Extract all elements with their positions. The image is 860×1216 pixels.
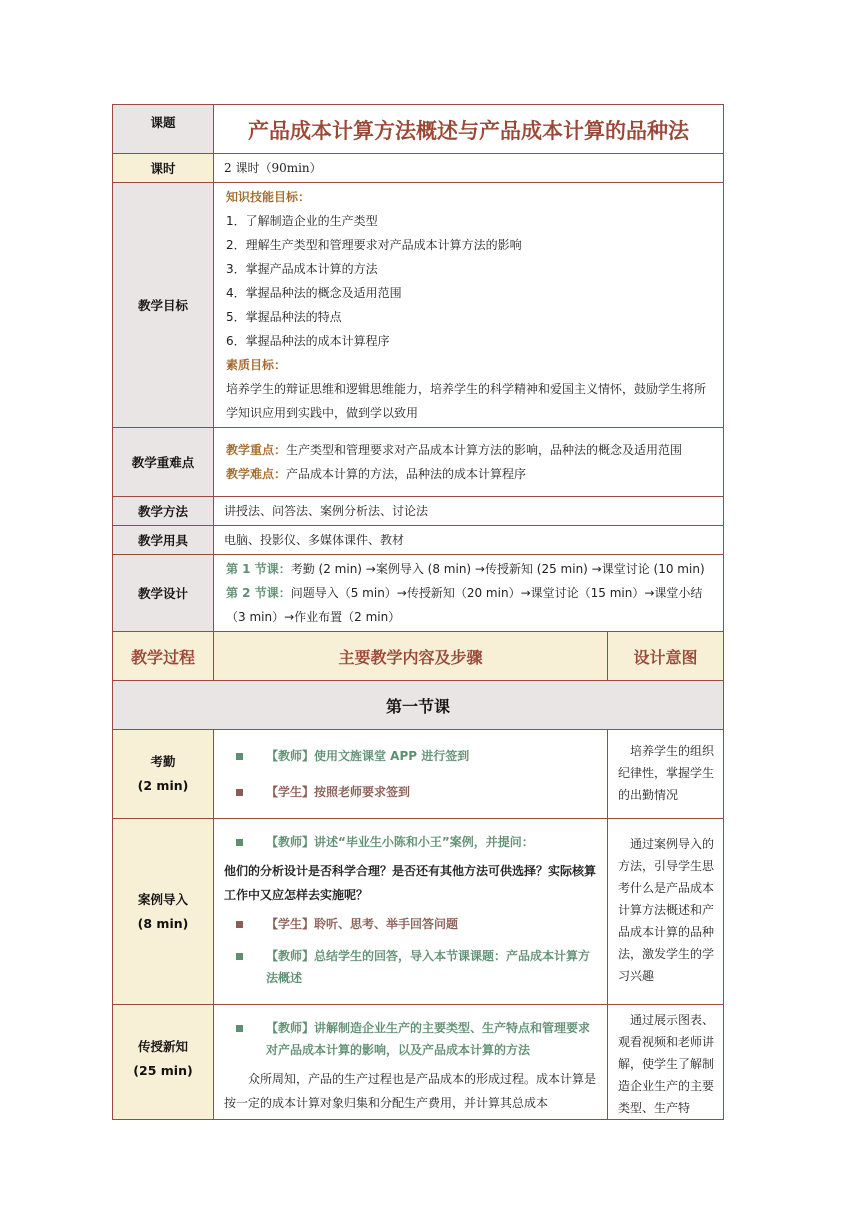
goals-row [113, 183, 724, 428]
bullet-icon [236, 1025, 243, 1032]
goal-item: 3．掌握产品成本计算的方法 [226, 262, 378, 276]
new-knowledge-content [214, 1005, 608, 1120]
goals-label: 教学目标 [113, 183, 214, 428]
key-points-row [113, 428, 724, 497]
lesson-2-heading: 第 2 节课： [226, 586, 291, 600]
teacher-summary-step: 【教师】总结学生的回答，导入本节课课题：产品成本计算方法概述 [266, 949, 591, 985]
step-time: (8 min) [137, 915, 189, 931]
topic-label: 课题 [113, 105, 214, 154]
case-question: 他们的分析设计是否科学合理？是否还有其他方法可供选择？实际核算工作中又应怎样去实施呢？ [224, 864, 597, 902]
case-intro-row [113, 819, 724, 1005]
design-label: 教学设计 [113, 555, 214, 632]
lesson-1-heading: 第 1 节课： [226, 562, 291, 576]
bullet-icon [236, 839, 243, 846]
goal-item: 4．掌握品种法的概念及适用范围 [226, 286, 402, 300]
tools-row [113, 526, 724, 555]
lesson-plan-table [112, 104, 724, 1120]
goal-item: 2．理解生产类型和管理要求对产品成本计算方法的影响 [226, 238, 522, 252]
lesson-2-text: 问题导入（5 min）→传授新知（20 min）→课堂讨论（15 min）→课堂小结（3 min）→作业布置（2 min） [226, 586, 703, 624]
new-knowledge-paragraph: 众所周知，产品的生产过程也是产品成本的形成过程。成本计算是按一定的成本计算对象归集和分配生产费用，并计算其总成本 [224, 1072, 597, 1110]
bullet-icon [236, 789, 243, 796]
new-knowledge-step [113, 1005, 214, 1120]
key-point-heading: 教学重点： [226, 443, 287, 457]
process-header-row [113, 632, 724, 681]
bullet-icon [236, 921, 243, 928]
attendance-step [113, 730, 214, 819]
method-label: 教学方法 [113, 497, 214, 526]
step-time: (2 min) [137, 778, 189, 793]
student-step: 【学生】按照老师要求签到 [266, 785, 411, 799]
key-point-text: 生产类型和管理要求对产品成本计算方法的影响，品种法的概念及适用范围 [286, 443, 683, 457]
process-col-header: 教学过程 [113, 632, 214, 681]
teacher-step: 【教师】使用文旌课堂 APP 进行签到 [266, 749, 470, 763]
new-knowledge-row [113, 1005, 724, 1120]
bullet-icon [236, 953, 243, 960]
goal-item: 1．了解制造企业的生产类型 [226, 214, 378, 228]
intent-col-header: 设计意图 [608, 632, 724, 681]
content-col-header: 主要教学内容及步骤 [214, 632, 608, 681]
key-points-label: 教学重难点 [113, 428, 214, 497]
quality-goals-text: 培养学生的辩证思维和逻辑思维能力，培养学生的科学精神和爱国主义情怀，鼓励学生将所学知识应用到实践中，做到学以致用 [226, 382, 707, 420]
goal-item: 5．掌握品种法的特点 [226, 310, 342, 324]
design-content [214, 555, 724, 632]
method-text: 讲授法、问答法、案例分析法、讨论法 [214, 497, 724, 526]
tools-label: 教学用具 [113, 526, 214, 555]
step-name: 考勤 [150, 754, 176, 769]
goal-item: 6．掌握品种法的成本计算程序 [226, 334, 390, 348]
tools-text: 电脑、投影仪、多媒体课件、教材 [214, 526, 724, 555]
hours-label: 课时 [113, 154, 214, 183]
design-row [113, 555, 724, 632]
key-points-content [214, 428, 724, 497]
difficulty-text: 产品成本计算的方法，品种法的成本计算程序 [286, 467, 527, 481]
student-step: 【学生】聆听、思考、举手回答问题 [266, 917, 459, 931]
knowledge-goals-heading: 知识技能目标： [226, 190, 311, 204]
teacher-step: 【教师】讲解制造企业生产的主要类型、生产特点和管理要求对产品成本计算的影响，以及产品成本计算的方法 [266, 1021, 591, 1057]
section-row [113, 681, 724, 730]
new-knowledge-intent: 通过展示图表、观看视频和老师讲解，使学生了解制造企业生产的主要类型、生产特 [608, 1005, 724, 1120]
step-time: (25 min) [133, 1063, 193, 1078]
lesson-plan-sheet [112, 104, 723, 1120]
hours-row [113, 154, 724, 183]
quality-goals-heading: 素质目标： [226, 358, 287, 372]
goals-content [214, 183, 724, 428]
hours-value: 2 课时（90min） [214, 154, 724, 183]
lesson-1-text: 考勤 (2 min) →案例导入 (8 min) →传授新知 (25 min) →课堂讨论 (10 min) [290, 562, 705, 576]
attendance-intent: 培养学生的组织纪律性，掌握学生的出勤情况 [608, 730, 724, 819]
teacher-step: 【教师】讲述“毕业生小陈和小王”案例，并提问： [266, 835, 534, 849]
attendance-row [113, 730, 724, 819]
step-name: 案例导入 [137, 891, 188, 907]
topic-row [113, 105, 724, 154]
topic-title: 产品成本计算方法概述与产品成本计算的品种法 [214, 105, 724, 154]
bullet-icon [236, 753, 243, 760]
difficulty-heading: 教学难点： [226, 467, 287, 481]
attendance-content [214, 730, 608, 819]
section-title: 第一节课 [113, 681, 724, 730]
case-intro-intent: 通过案例导入的方法，引导学生思考什么是产品成本计算方法概述和产品成本计算的品种法，激发学生的学习兴趣 [608, 819, 724, 1005]
case-intro-step [113, 819, 214, 1005]
step-name: 传授新知 [137, 1039, 188, 1054]
method-row [113, 497, 724, 526]
case-intro-content [214, 819, 608, 1005]
